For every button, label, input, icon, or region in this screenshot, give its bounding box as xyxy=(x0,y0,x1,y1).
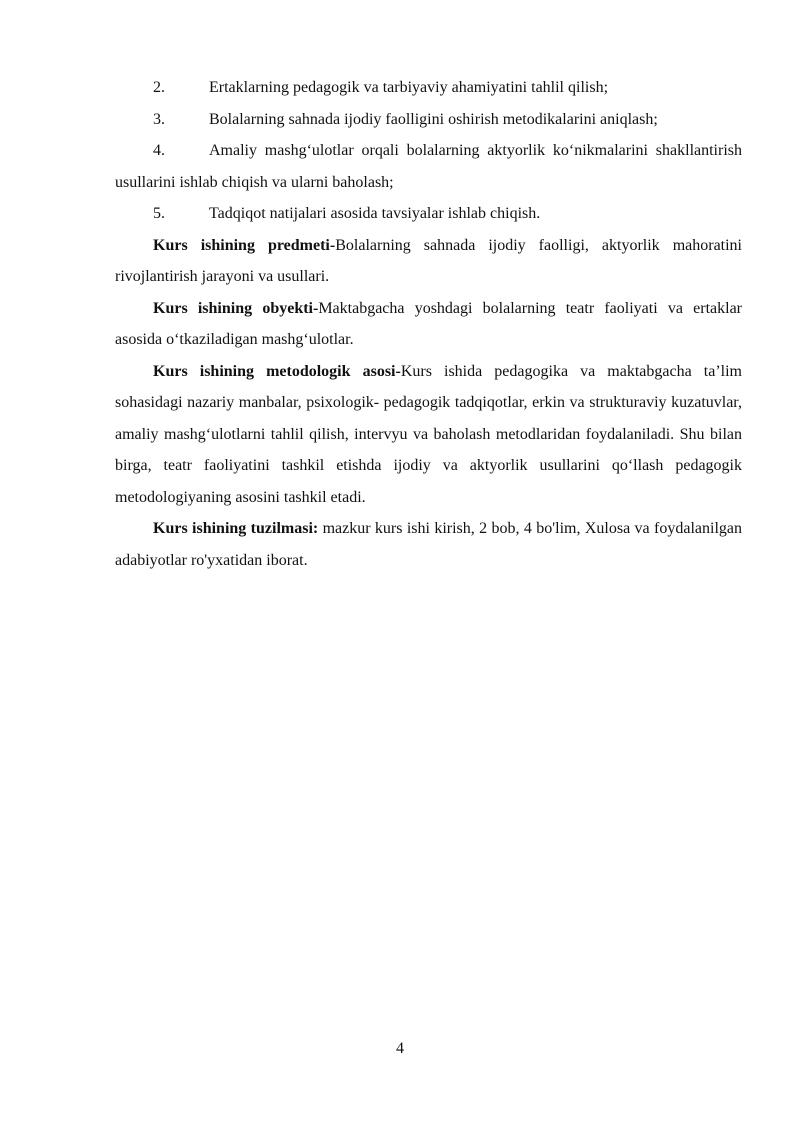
paragraph-label: Kurs ishining tuzilmasi: xyxy=(153,520,319,537)
paragraph-predmet xyxy=(115,230,742,293)
paragraph-text: mazkur kurs ishi kirish, 2 bob, 4 bo'lim, Xulosa va foydalanilgan adabiyotlar ro'yxatidan iborat. xyxy=(115,520,742,569)
paragraph-text: Kurs ishida pedagogika va maktabgacha ta’lim sohasidagi nazariy manbalar, psixologik- pedagogik tadqiqotlar, erkin va strukturaviy kuzatuvlar, amaliy mashg‘ulotlarni tahlil qilish, intervyu va baholash metodlaridan foydalaniladi. Shu bilan birga, teatr faoliyatini tashkil etishda ijodiy va aktyorlik usullarini qo‘llash pedagogik metodologiyaning asosini tashkil etadi. xyxy=(115,362,742,506)
list-item-number: 3. xyxy=(153,110,165,128)
paragraph-metodologik-asos xyxy=(115,356,742,514)
list-item-text: Tadqiqot natijalari asosida tavsiyalar ishlab chiqish. xyxy=(209,205,541,222)
paragraph-label: Kurs ishining obyekti- xyxy=(153,299,319,317)
list-item-text: Ertaklarning pedagogik va tarbiyaviy ahamiyatini tahlil qilish; xyxy=(209,79,609,96)
list-item-text: Amaliy mashg‘ulotlar orqali bolalarning aktyorlik ko‘nikmalarini shakllantirish usullarini ishlab chiqish va ularni baholash; xyxy=(115,142,742,191)
list-item-text: Bolalarning sahnada ijodiy faolligini oshirish metodikalarini aniqlash; xyxy=(209,110,658,128)
list-item xyxy=(115,198,742,230)
paragraph-label: Kurs ishining metodologik asosi- xyxy=(153,362,401,380)
paragraph-label: Kurs ishining predmeti- xyxy=(153,236,336,254)
list-item-number: 2. xyxy=(153,79,165,96)
paragraph-obyekt xyxy=(115,293,742,356)
list-item-number: 4. xyxy=(153,142,165,159)
page-number: 4 xyxy=(396,1040,404,1057)
paragraph-text: Bolalarning sahnada ijodiy faolligi, aktyorlik mahoratini rivojlantirish jarayoni va usullari. xyxy=(115,236,743,285)
paragraph-text: Maktabgacha yoshdagi bolalarning teatr faoliyati va ertaklar asosida o‘tkaziladigan mashg‘ulotlar. xyxy=(115,299,742,348)
page-content xyxy=(115,72,742,576)
list-item xyxy=(115,135,742,198)
list-item xyxy=(115,72,742,104)
paragraph-tuzilma xyxy=(115,513,742,576)
list-item-number: 5. xyxy=(153,205,165,222)
list-item xyxy=(115,104,742,136)
